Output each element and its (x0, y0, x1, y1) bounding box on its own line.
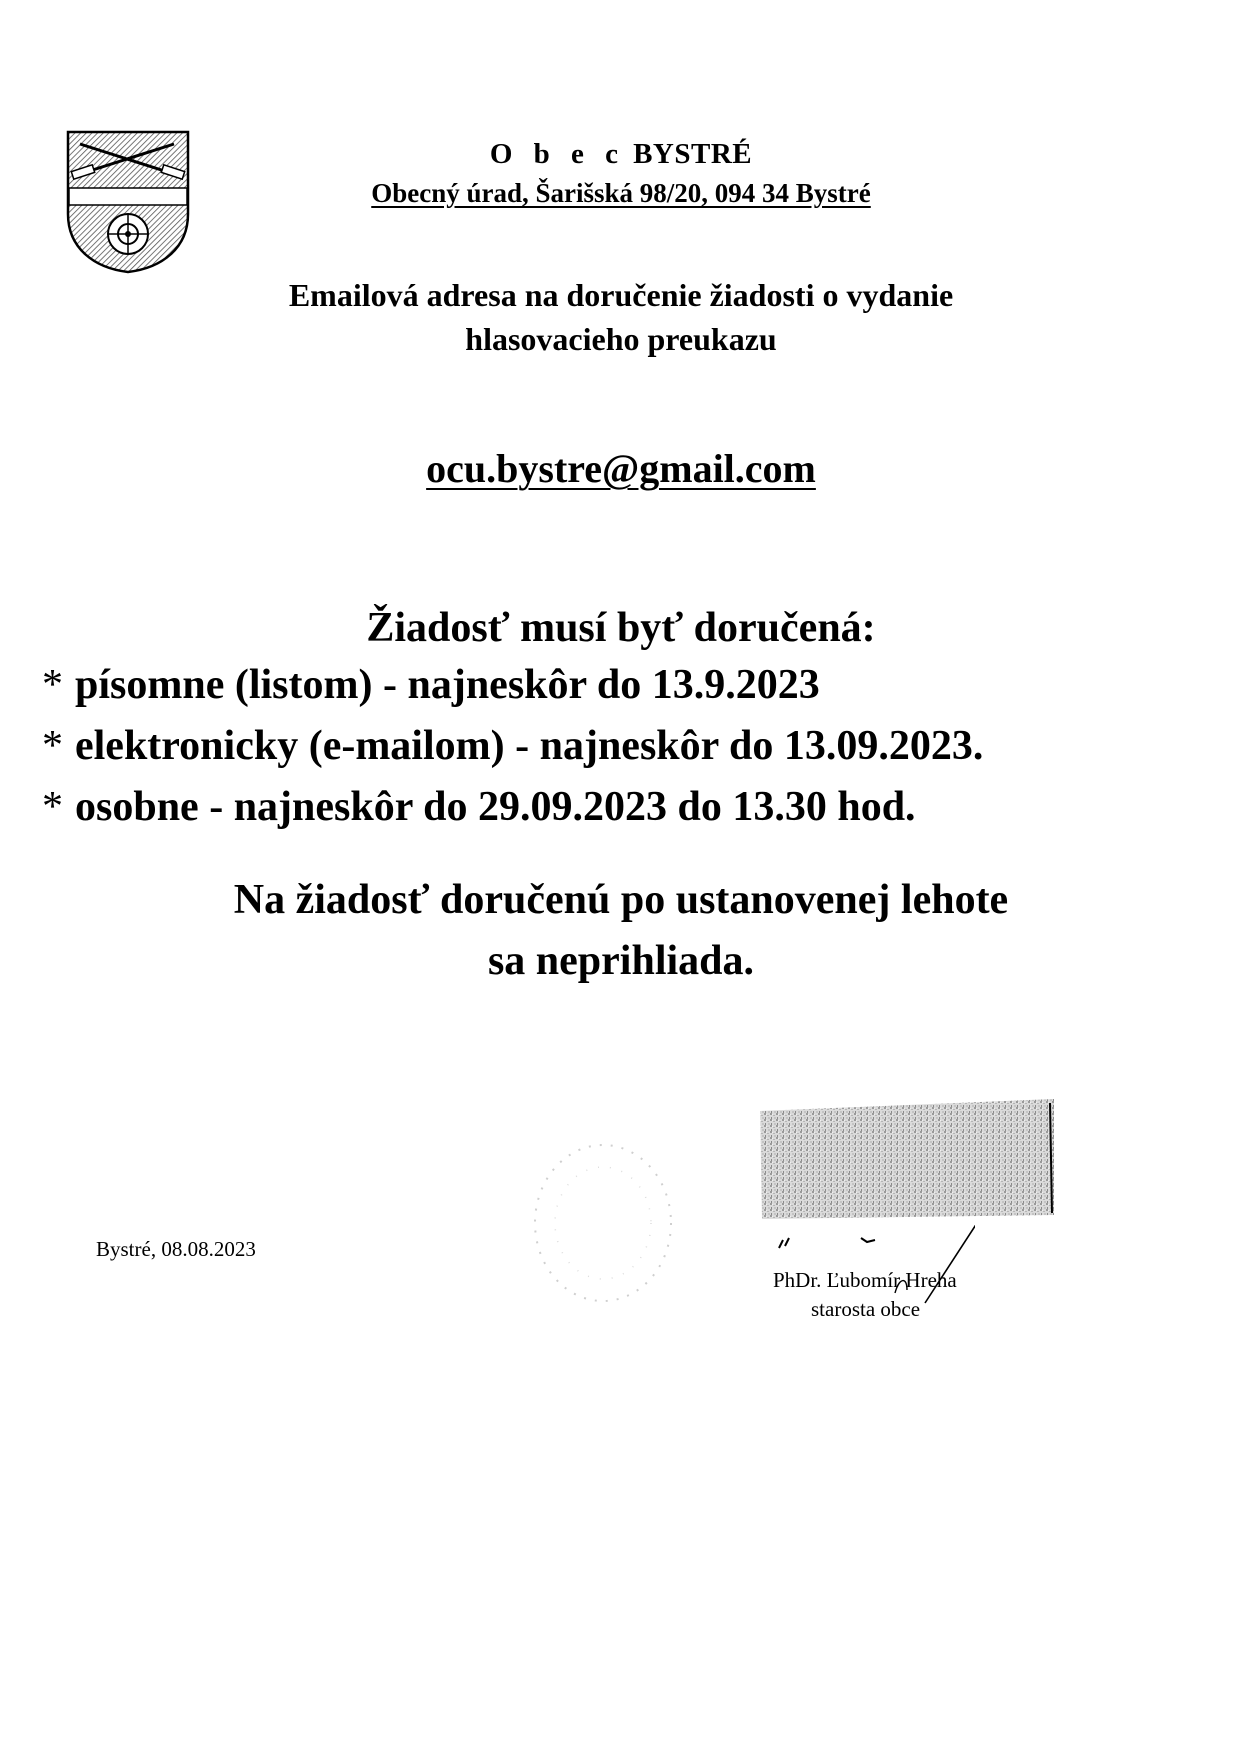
notice-line-2: sa neprihliada. (487, 938, 755, 984)
place-date: Bystré, 08.08.2023 (96, 1237, 256, 1261)
bullet: * (42, 784, 63, 830)
notice (0, 870, 1242, 992)
signature-icon (775, 1218, 975, 1308)
title-name: BYSTRÉ (633, 138, 753, 170)
page-heading (0, 273, 1242, 361)
title-prefix: O b e c (489, 138, 626, 170)
municipality-title (0, 138, 1242, 171)
signatory-title: starosta obce (811, 1297, 921, 1321)
list-item (42, 716, 983, 777)
office-address: Obecný úrad, Šarišská 98/20, 094 34 Bystré (371, 178, 871, 208)
list-item (42, 655, 983, 716)
redacted-stamp-icon (758, 1095, 1056, 1225)
bullet: * (42, 723, 63, 769)
heading-line-1: Emailová adresa na doručenie žiadosti o vydanie (288, 277, 954, 313)
signatory-name: PhDr. Ľubomír Hreha (773, 1268, 957, 1292)
faint-round-stamp-icon (528, 1138, 678, 1308)
email-address[interactable]: ocu.bystre@gmail.com (426, 446, 816, 491)
list-item-text: písomne (listom) - najneskôr do 13.9.2023 (75, 662, 820, 708)
bullet: * (42, 662, 63, 708)
list-item (42, 777, 983, 838)
heading-line-2: hlasovacieho preukazu (465, 321, 777, 357)
requirements-heading: Žiadosť musí byť doručená: (366, 605, 876, 651)
notice-line-1: Na žiadosť doručenú po ustanovenej lehote (233, 877, 1009, 923)
list-item-text: elektronicky (e-mailom) - najneskôr do 13.09.2023. (75, 723, 984, 769)
requirements-list (42, 655, 983, 838)
list-item-text: osobne - najneskôr do 29.09.2023 do 13.30 hod. (75, 784, 916, 830)
